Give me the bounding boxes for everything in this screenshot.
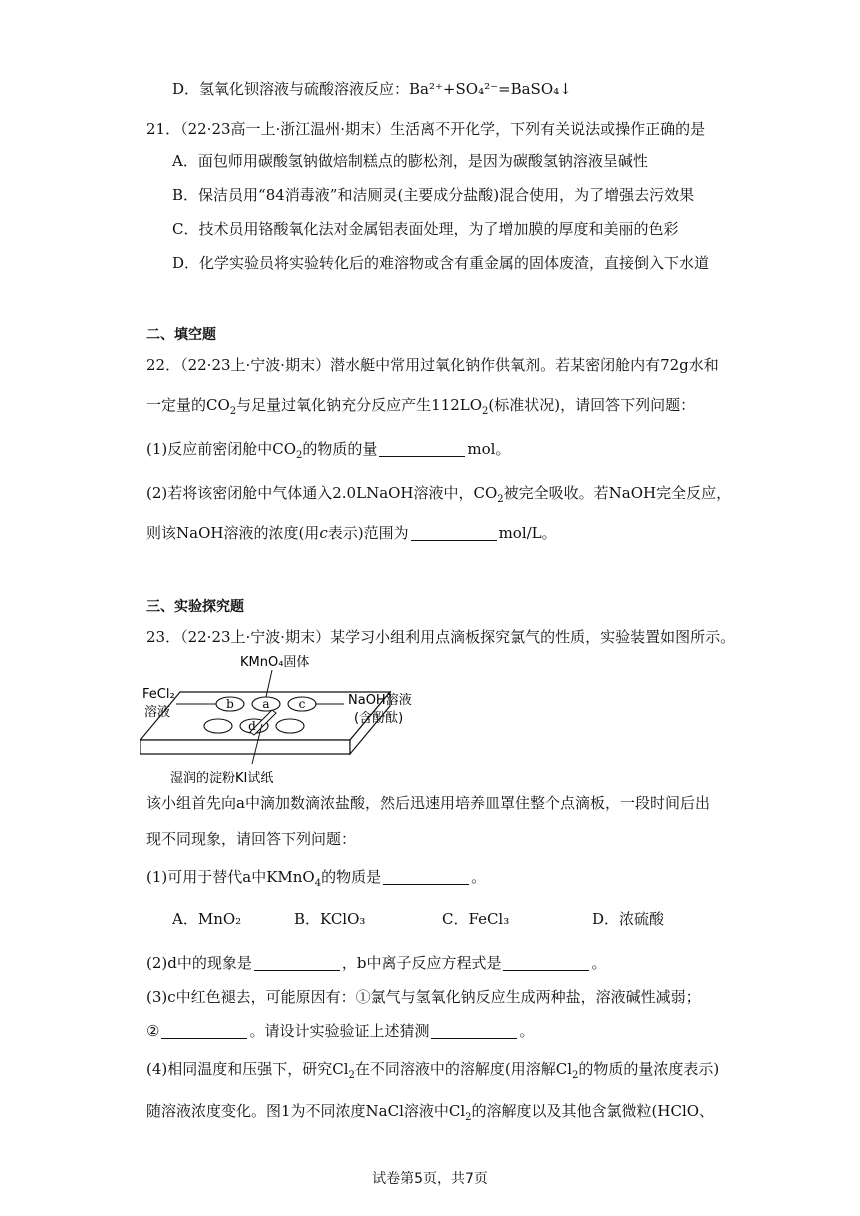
q20-option-d: D．氢氧化钡溶液与硫酸溶液反应：Ba²⁺+SO₄²⁻=BaSO₄↓ [172,80,572,98]
label-fecl2-line1: FeCl₂ [142,687,175,702]
q23-part3-line1: (3)c中红色褪去，可能原因有：①氯气与氢氧化钠反应生成两种盐，溶液碱性减弱； [146,988,701,1006]
label-a: a [262,697,270,711]
spot-plate-diagram [140,652,440,788]
page-footer: 试卷第5页，共7页 [372,1171,488,1187]
q23-part4-line1: (4)相同温度和压强下，研究$Cl_2$在不同溶液中的溶解度(用溶解$Cl_2$的物质的量浓度表示) [146,1060,720,1081]
label-naoh-line2: (含酚酞) [354,711,404,726]
label-naoh-line1: NaOH溶液 [348,693,412,708]
q22-part1: (1)反应前密闭舱中$CO_2$的物质的量 mol。 [146,440,511,461]
q23-part3-line2: ② 。请设计实验验证上述猜测 。 [146,1022,535,1040]
answer-blank[interactable] [379,440,465,457]
q23-option-b: B．KClO₃ [294,910,366,928]
q23-option-c: C．FeCl₃ [442,910,510,928]
q21-option-a: A．面包师用碳酸氢钠做焙制糕点的膨松剂，是因为碳酸氢钠溶液呈碱性 [172,152,648,170]
q23-part1: (1)可用于替代a中KMnO$_4$的物质是 。 [146,868,487,889]
q23-part2: (2)d中的现象是 ，b中离子反应方程式是 。 [146,954,607,972]
q23-intro-line1: 该小组首先向a中滴加数滴浓盐酸，然后迅速用培养皿罩住整个点滴板，一段时间后出 [146,794,710,812]
q23-intro-line2: 现不同现象，请回答下列问题： [146,830,357,848]
label-kmno4: KMnO₄固体 [240,655,310,670]
q21-option-d: D．化学实验员将实验转化后的难溶物或含有重金属的固体废渣，直接倒入下水道 [172,254,710,272]
section-title-fill-in: 二、填空题 [146,327,216,343]
q22-part2-line1: (2)若将该密闭舱中气体通入2.0LNaOH溶液中，$CO_2$被完全吸收。若NaOH完全反应， [146,484,732,505]
q21-option-c: C．技术员用铬酸氧化法对金属铝表面处理，为了增加膜的厚度和美丽的色彩 [172,220,679,238]
q23-option-a: A．MnO₂ [172,910,242,928]
label-ki-paper: 湿润的淀粉KI试纸 [170,771,274,786]
q22-part2-line2: 则该NaOH溶液的浓度(用c表示)范围为 mol/L。 [146,524,557,542]
q23-option-d: D．浓硫酸 [592,910,665,928]
label-b: b [226,697,234,711]
answer-blank[interactable] [254,954,340,971]
label-fecl2-line2: 溶液 [144,705,171,720]
q21-stem: 21．（22·23高一上·浙江温州·期末）生活离不开化学，下列有关说法或操作正确的是 [146,120,706,138]
q21-option-b: B．保洁员用“84消毒液”和洁厕灵(主要成分盐酸)混合使用，为了增强去污效果 [172,186,695,204]
label-c: c [298,697,306,711]
answer-blank[interactable] [161,1022,247,1039]
answer-blank[interactable] [411,524,497,541]
q23-stem: 23．（22·23上·宁波·期末）某学习小组利用点滴板探究氯气的性质，实验装置如图所示。 [146,628,736,646]
section-title-experiment: 三、实验探究题 [146,599,244,615]
answer-blank[interactable] [431,1022,517,1039]
q22-stem-line2: 一定量的$CO_2$与足量过氧化钠充分反应产生$112LO_2$(标准状况)，请回答下列问题： [146,396,696,417]
q23-part4-line2: 随溶液浓度变化。图1为不同浓度NaCl溶液中$Cl_2$的溶解度以及其他含氯微粒(HClO、 [146,1102,715,1123]
label-d: d [248,719,256,733]
q22-stem-line1: 22．（22·23上·宁波·期末）潜水艇中常用过氧化钠作供氧剂。若某密闭舱内有72g水和 [146,356,719,374]
q23-options [172,908,664,930]
answer-blank[interactable] [503,954,589,971]
answer-blank[interactable] [383,868,469,885]
